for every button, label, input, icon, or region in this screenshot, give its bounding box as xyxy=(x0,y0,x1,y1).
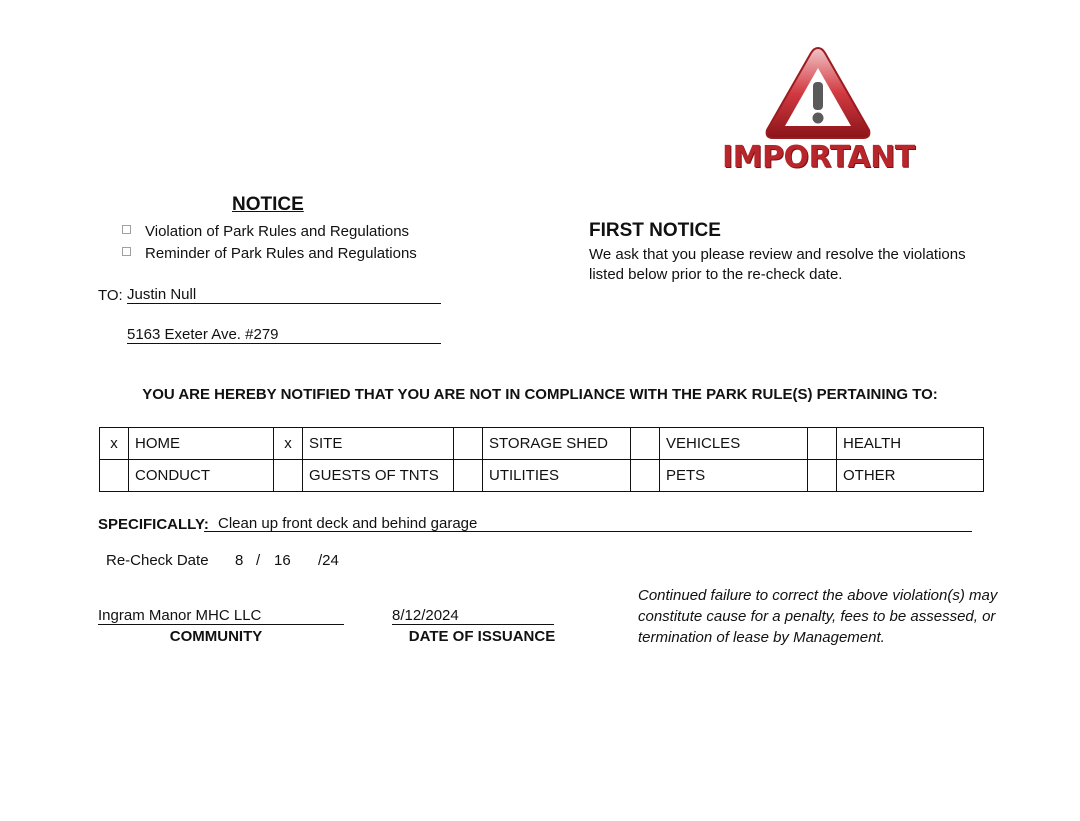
important-word: IMPORTANT xyxy=(722,140,915,175)
notice-option-violation[interactable] xyxy=(122,223,409,241)
notice-heading: NOTICE xyxy=(232,194,304,215)
important-warning-logo xyxy=(722,44,914,179)
recipient-address-field xyxy=(127,326,441,344)
rule-label-vehicles: VEHICLES xyxy=(660,428,808,460)
notice-option-reminder[interactable] xyxy=(122,245,417,263)
community-field xyxy=(98,607,344,625)
notice-option-label: Reminder of Park Rules and Regulations xyxy=(145,245,417,262)
table-row xyxy=(100,428,984,460)
rule-mark-vehicles xyxy=(631,428,660,460)
notice-option-label: Violation of Park Rules and Regulations xyxy=(145,223,410,240)
recipient-name-field xyxy=(127,286,441,304)
issuance-date-value: 8/12/2024 xyxy=(392,607,459,624)
rule-mark-health xyxy=(808,428,837,460)
rule-mark-storage-shed xyxy=(454,428,483,460)
warning-text: Continued failure to correct the above violation(s) may constitute cause for a penalty, fees to be assessed, or termination of lease by Management. xyxy=(638,587,998,646)
rule-label-health: HEALTH xyxy=(837,428,984,460)
specifically-label: SPECIFICALLY: xyxy=(98,516,209,533)
table-row xyxy=(100,460,984,492)
checkbox[interactable] xyxy=(122,225,131,234)
checkbox[interactable] xyxy=(122,247,131,256)
rule-label-home: HOME xyxy=(129,428,274,460)
rule-label-pets: PETS xyxy=(660,460,808,492)
rule-mark-home: x xyxy=(100,428,129,460)
first-notice-heading: FIRST NOTICE xyxy=(589,220,721,241)
park-rules-table xyxy=(99,427,984,492)
rule-label-guests: GUESTS OF TNTS xyxy=(303,460,454,492)
rule-mark-other xyxy=(808,460,837,492)
recheck-month: 8 xyxy=(235,552,244,569)
recheck-separator: / xyxy=(256,552,261,569)
rule-label-utilities: UTILITIES xyxy=(483,460,631,492)
compliance-statement: YOU ARE HEREBY NOTIFIED THAT YOU ARE NOT IN COMPLIANCE WITH THE PARK RULE(S) PERTAINING TO: xyxy=(142,386,938,403)
to-label: TO: xyxy=(98,287,123,304)
specifically-text: Clean up front deck and behind garage xyxy=(218,515,478,532)
specifically-field xyxy=(204,515,972,532)
rule-label-conduct: CONDUCT xyxy=(129,460,274,492)
rule-label-other: OTHER xyxy=(837,460,984,492)
recheck-year: /24 xyxy=(318,552,339,569)
community-value: Ingram Manor MHC LLC xyxy=(98,607,262,624)
rule-mark-utilities xyxy=(454,460,483,492)
rule-mark-site: x xyxy=(274,428,303,460)
community-label: COMMUNITY xyxy=(169,628,263,645)
rule-mark-conduct xyxy=(100,460,129,492)
recipient-name: Justin Null xyxy=(127,286,197,303)
warning-triangle-icon xyxy=(763,44,873,142)
recheck-day: 16 xyxy=(274,552,291,569)
issuance-date-field xyxy=(392,607,554,625)
rule-mark-guests xyxy=(274,460,303,492)
rule-label-storage-shed: STORAGE SHED xyxy=(483,428,631,460)
recheck-date-label: Re-Check Date xyxy=(106,552,209,569)
rule-label-site: SITE xyxy=(303,428,454,460)
first-notice-text: We ask that you please review and resolve the violations listed below prior to the re-check date. xyxy=(589,246,966,283)
recipient-address: 5163 Exeter Ave. #279 xyxy=(127,326,279,343)
rule-mark-pets xyxy=(631,460,660,492)
issuance-date-label: DATE OF ISSUANCE xyxy=(408,628,556,645)
